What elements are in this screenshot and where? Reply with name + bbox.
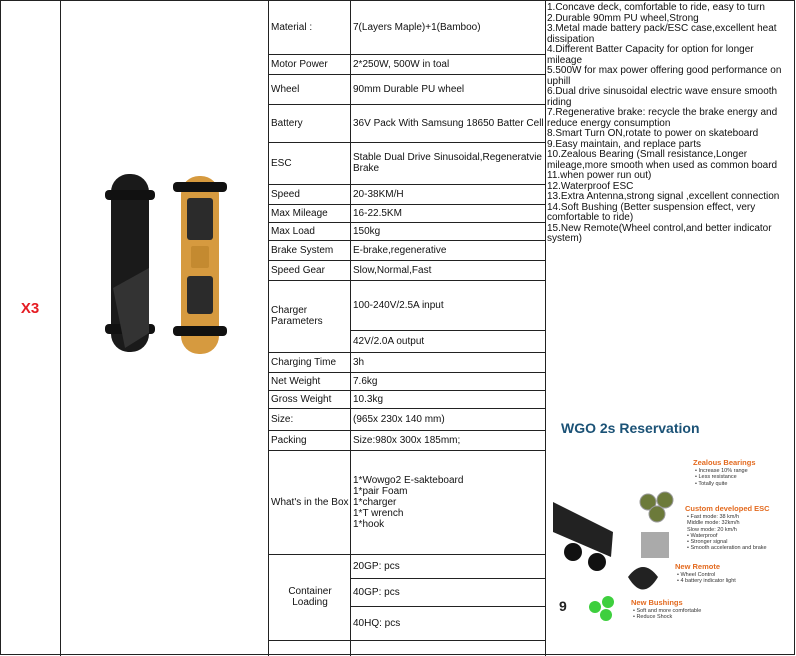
spec-value: 1*Wowgo2 E-sakteboard 1*pair Foam 1*charger 1*T wrench 1*hook [353, 474, 464, 530]
ad-list-item: • Fast mode: 38 km/h [687, 514, 740, 520]
ad-bearings-title: Zealous Bearings [693, 458, 756, 467]
spec-value: 100-240V/2.5A input [353, 299, 444, 311]
spec-label: Container Loading [288, 586, 332, 608]
spec-value: 40GP: pcs [353, 586, 400, 598]
board-partial [553, 502, 613, 557]
feature-item: 14.Soft Bushing (Better suspension effect, very comfortable to ride) [547, 201, 756, 223]
wheel-icon [588, 553, 606, 571]
spec-value: 20GP: pcs [353, 560, 400, 572]
spec-label: What's in the Box [271, 496, 349, 508]
feature-list [547, 3, 791, 245]
spec-value: 42V/2.0A output [353, 335, 425, 347]
spec-label: Material : [271, 21, 313, 33]
spec-label: Charging Time [271, 356, 337, 368]
esc-case [187, 198, 213, 240]
spec-value: Size:980x 300x 185mm; [353, 434, 461, 446]
feature-item: 11.when power run out) [547, 170, 652, 181]
column-divider [60, 0, 61, 656]
skateboard-image [95, 168, 245, 360]
ad-remote-title: New Remote [675, 562, 721, 571]
ad-list-item: Slow mode: 20 km/h [687, 526, 737, 533]
spec-value: 3h [353, 356, 365, 368]
spec-label: Charger Parameters [271, 305, 323, 327]
feature-item: 7.Regenerative brake: recycle the brake energy and reduce energy consumption [547, 107, 778, 129]
wheel-icon [564, 543, 582, 561]
ad-list-item: • 4 battery indicator light [677, 578, 736, 585]
spec-value: 90mm Durable PU wheel [353, 83, 465, 95]
ad-list-item: • Waterproof [687, 532, 718, 539]
spec-value: Stable Dual Drive Sinusoidal,Regeneratvie Brake [353, 152, 542, 174]
bushing-icon [589, 601, 601, 613]
model-label: X3 [20, 300, 40, 317]
ad-list-item: • Stronger signal [687, 539, 728, 546]
feature-item: 6.Dual drive sinusoidal electric wave ensure smooth riding [547, 86, 778, 108]
spec-label: Motor Power [271, 58, 328, 70]
bearing-icon [649, 506, 665, 522]
spec-value: 40HQ: pcs [353, 617, 401, 629]
feature-item: 15.New Remote(Wheel control,and better indicator system) [547, 222, 772, 244]
bearing-icon [657, 492, 673, 508]
spec-value: 10.3kg [353, 393, 384, 405]
feature-item: 1.Concave deck, comfortable to ride, easy to turn [547, 2, 765, 13]
ad-list-item: • Smooth acceleration and brake [687, 545, 767, 552]
ad-list-item: • Increase 10% range [695, 468, 748, 474]
reservation-ad [553, 412, 791, 632]
spec-value: 20-38KM/H [353, 188, 404, 200]
battery-case [187, 276, 213, 314]
feature-item: 2.Durable 90mm PU wheel,Strong [547, 12, 699, 24]
spec-label: Wheel [271, 83, 300, 95]
remote-icon [628, 567, 658, 590]
ad-list-item: • Less resistance [695, 474, 737, 481]
ad-esc-title: Custom developed ESC [685, 504, 770, 513]
spec-value: 150kg [353, 225, 381, 237]
spec-label: Brake System [271, 244, 334, 256]
spec-label: Size: [271, 413, 294, 425]
feature-item: 10.Zealous Bearing (Small resistance,Longer mileage,more smooth when used as common board [547, 149, 778, 171]
spec-value: 7.6kg [353, 375, 378, 387]
ad-title: WGO 2s Reservation [561, 420, 700, 436]
spec-label: Speed Gear [271, 264, 325, 276]
ad-bushings-list [633, 608, 701, 621]
ad-list-item: Middle mode: 32km/h [687, 520, 740, 527]
row-divider [268, 640, 545, 641]
ad-list-item: • Soft and more comfortable [633, 608, 702, 614]
bushing-icon [600, 609, 612, 621]
ad-esc-list [687, 514, 767, 552]
spec-value: (965x 230x 140 mm) [353, 413, 445, 425]
ad-list-item: • Reduce Shock [633, 614, 673, 621]
spec-label: Packing [271, 434, 307, 446]
ad-list-item: • Totally quite [695, 480, 728, 487]
ad-fragment: 9 [559, 598, 567, 614]
spec-value: E-brake,regenerative [353, 244, 447, 256]
feature-item: 8.Smart Turn ON,rotate to power on skateboard [547, 128, 759, 139]
front-wheels [105, 190, 155, 200]
rear-wheels [173, 326, 227, 336]
feature-item: 3.Metal made battery pack/ESC case,excellent heat dissipation [547, 23, 777, 45]
spec-value: Slow,Normal,Fast [353, 264, 432, 276]
front-wheels [173, 182, 227, 192]
spec-label: Net Weight [271, 375, 321, 387]
ad-bushings-title: New Bushings [631, 598, 683, 607]
feature-item: 9.Easy maintain, and replace parts [547, 138, 701, 150]
feature-item: 13.Extra Antenna,strong signal ,excellent connection [547, 191, 780, 202]
spec-value: 16-22.5KM [353, 207, 402, 219]
feature-item: 12.Waterproof ESC [547, 180, 634, 192]
ad-remote-list [677, 572, 736, 585]
spec-label: Max Load [271, 225, 315, 237]
spec-label: Gross Weight [271, 393, 332, 405]
esc-icon [641, 532, 669, 558]
deck-center [191, 246, 209, 268]
bushing-icon [602, 596, 614, 608]
feature-item: 4.Different Batter Capacity for option for longer mileage [547, 44, 754, 66]
ad-bearings-list [695, 468, 748, 487]
ad-list-item: • Wheel Control [677, 572, 716, 578]
spec-label: Battery [271, 117, 303, 129]
spec-value: 7(Layers Maple)+1(Bamboo) [353, 21, 481, 33]
spec-value: 36V Pack With Samsung 18650 Batter Cell [353, 117, 544, 129]
spec-label: Max Mileage [271, 207, 328, 219]
spec-label: Speed [271, 188, 300, 200]
column-divider [545, 0, 546, 656]
feature-item: 5.500W for max power offering good performance on uphill [547, 65, 782, 87]
spec-value: 2*250W, 500W in toal [353, 58, 450, 70]
spec-label: ESC [271, 157, 292, 169]
